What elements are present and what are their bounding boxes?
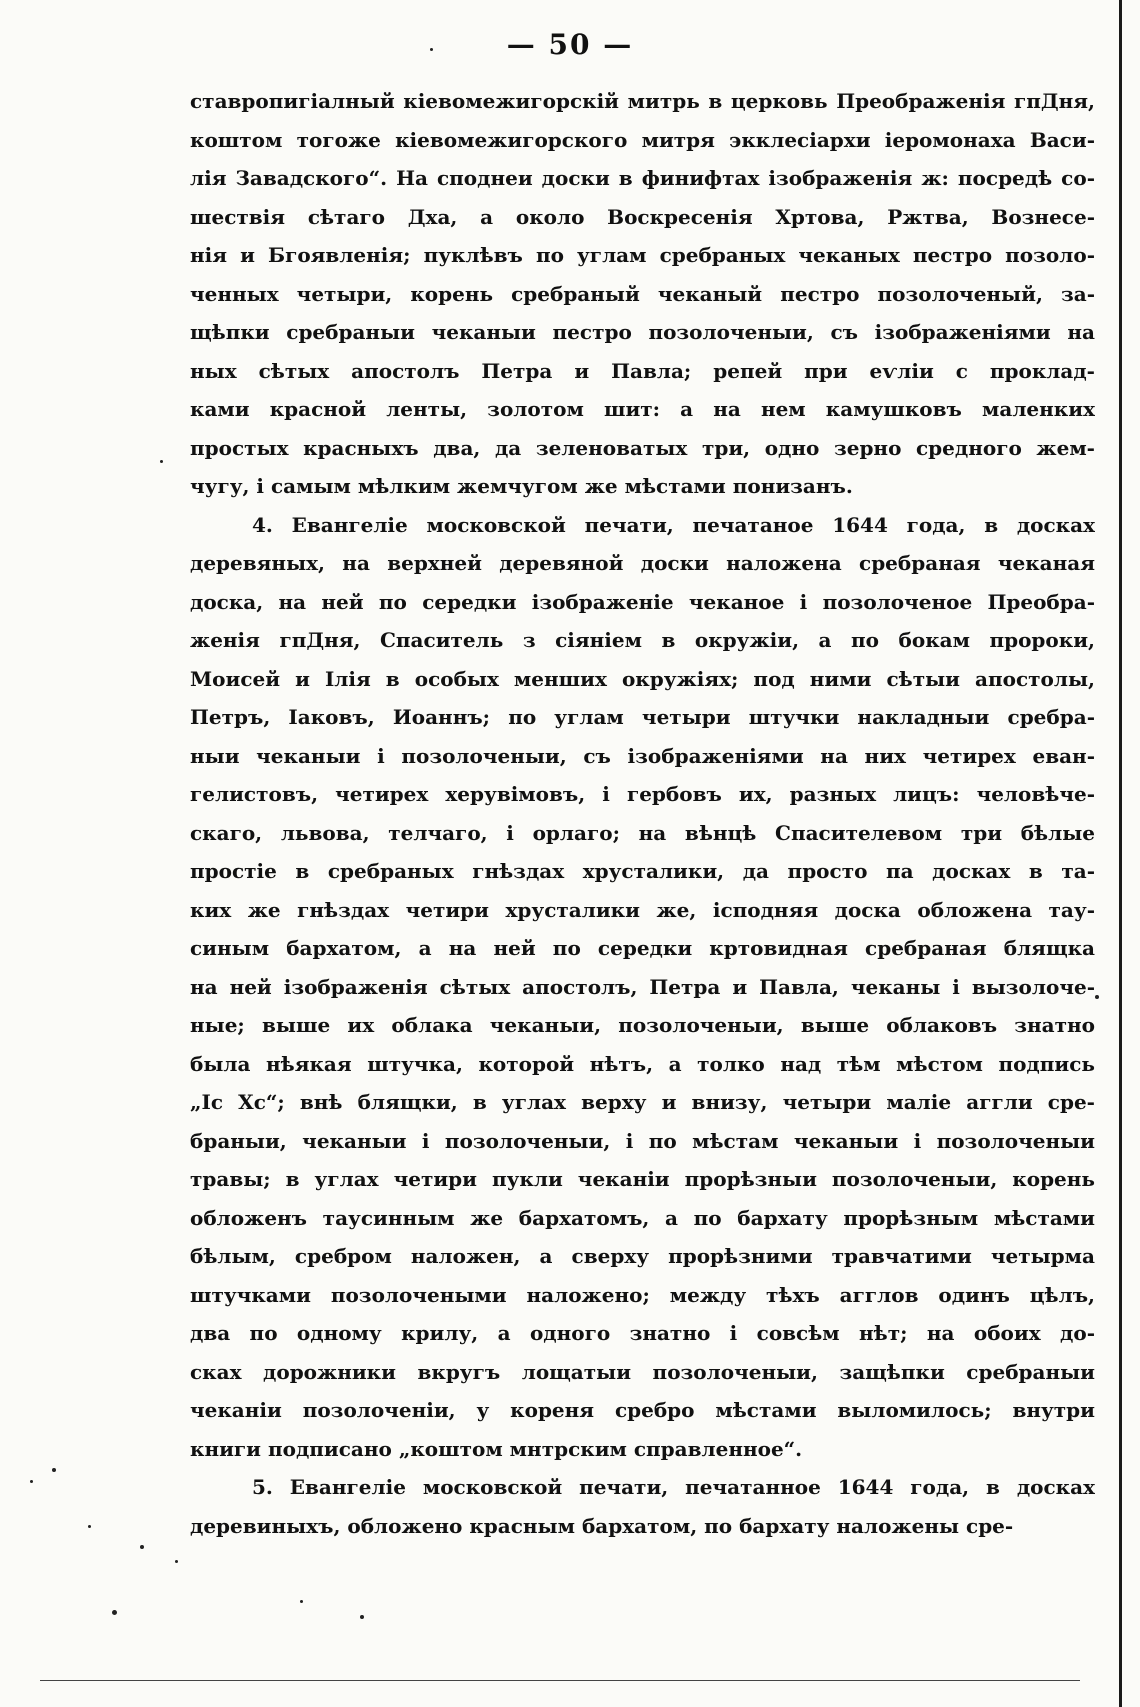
text-line: была нѣякая штучка, которой нѣтъ, а толко над тѣм мѣстом подпись (190, 1051, 1095, 1076)
text-line: два по одному крилу, а одного знатно і совсѣм нѣт; на обоих до- (190, 1321, 1095, 1345)
text-line: ные; выше их облака чеканыи, позолоченыи, выше облаковъ знатно (190, 1013, 1095, 1037)
text-line: ныи чеканыи і позолоченыи, съ ізображеніями на них четирех еван- (190, 743, 1095, 768)
text-line: штучками позолочеными наложено; между тѣхъ агглов одинъ цѣлъ, (190, 1282, 1095, 1307)
text-line: шествія сѣтаго Дха, а около Воскресенія Хртова, Ржтва, Вознесе- (190, 204, 1095, 229)
text-line: деревяных, на верхней деревяной доски наложена сребраная чеканая (190, 551, 1095, 575)
body-text (190, 82, 1095, 1545)
text-line: щѣпки сребраныи чеканыи пестро позолоченыи, съ ізображеніями на (190, 320, 1095, 344)
text-line: простіе в сребраных гнѣздах хрусталики, да просто па досках в та- (190, 859, 1095, 883)
scan-speck (1095, 995, 1099, 999)
text-line: деревиныхъ, обложено красным бархатом, по бархату наложены сре- (190, 1513, 1014, 1538)
text-line: сках дорожники вкругъ лощатыи позолоченыи, защѣпки сребраныи (190, 1359, 1095, 1384)
scan-speck (52, 1468, 56, 1472)
scan-speck (430, 48, 433, 51)
page-edge-rule (1119, 0, 1122, 1707)
text-line: „Іс Хс“; внѣ блящки, в углах верху и внизу, четыри маліе аггли сре- (190, 1090, 1095, 1114)
text-line: 5. Евангеліе московской печати, печатанное 1644 года, в досках (252, 1475, 1095, 1499)
scan-speck (175, 1560, 178, 1563)
text-line: коштом тогоже кіевомежигорского митря экклесіархи іеромонаха Васи- (190, 127, 1095, 152)
text-line: скаго, львова, телчаго, і орлаго; на вѣнцѣ Спасителевом три бѣлые (190, 820, 1095, 845)
text-line: Моисей и Ілія в особых менших окружіях; под ними сѣтыи апостолы, (190, 666, 1095, 691)
text-line: женія гпДня, Спаситель з сіяніем в окружіи, а по бокам пророки, (190, 628, 1095, 652)
text-line: ставропигіалный кіевомежигорскій митрь в церковь Преображенія гпДня, (190, 89, 1095, 113)
text-line: нія и Бгоявленія; пуклѣвъ по углам сребраных чеканых пестро позоло- (190, 243, 1095, 267)
text-line: ных сѣтых апостолъ Петра и Павла; репей при еѵліи с проклад- (190, 358, 1095, 383)
paragraph (190, 506, 1095, 1469)
scan-speck (300, 1600, 303, 1603)
text-line: на ней ізображенія сѣтых апостолъ, Петра и Павла, чеканы і вызолоче- (190, 974, 1095, 999)
text-line: 4. Евангеліе московской печати, печатаное 1644 года, в досках (252, 512, 1095, 537)
paragraph (190, 1468, 1095, 1545)
scan-speck (360, 1615, 364, 1619)
text-line: Петръ, Іаковъ, Иоаннъ; по углам четыри штучки накладныи сребра- (190, 705, 1095, 729)
scan-speck (88, 1525, 91, 1528)
text-line: книги подписано „коштом мнтрским справленное“. (190, 1436, 803, 1461)
page-number: — 50 — (506, 28, 634, 61)
scan-speck (112, 1610, 117, 1615)
text-line: обложенъ таусинным же бархатомъ, а по бархату прорѣзным мѣстами (190, 1205, 1095, 1230)
text-line: ких же гнѣздах четири хрусталики же, ісподняя доска обложена тау- (190, 897, 1095, 922)
text-line: чеканіи позолоченіи, у кореня сребро мѣстами выломилось; внутри (190, 1398, 1095, 1422)
text-line: бѣлым, сребром наложен, а сверху прорѣзними травчатими четырма (190, 1244, 1095, 1268)
text-line: ченных четыри, корень сребраный чеканый пестро позолоченый, за- (190, 281, 1095, 306)
text-line: синым бархатом, а на ней по середки кртовидная сребраная блящка (190, 936, 1095, 960)
paragraph (190, 82, 1095, 506)
text-line: браныи, чеканыи і позолоченыи, і по мѣстам чеканыи і позолоченыи (190, 1128, 1095, 1153)
scan-speck (140, 1545, 144, 1549)
text-line: доска, на ней по середки ізображеніе чеканое і позолоченое Преобра- (190, 589, 1095, 614)
scan-speck (30, 1480, 33, 1483)
text-line: ками красной ленты, золотом шит: а на нем камушковъ маленких (190, 397, 1095, 421)
text-line: чугу, і самым мѣлким жемчугом же мѣстами понизанъ. (190, 474, 853, 498)
scan-edge-line (40, 1680, 1080, 1681)
text-line: лія Завадского“. На споднеи доски в финифтах ізображенія ж: посредѣ со- (190, 166, 1095, 190)
text-line: гелистовъ, четирех херувімовъ, і гербовъ их, разных лицъ: человѣче- (190, 782, 1095, 806)
scan-speck (160, 460, 163, 463)
text-line: простых красныхъ два, да зеленоватых три, одно зерно средного жем- (190, 435, 1095, 460)
text-line: травы; в углах четири пукли чеканіи прорѣзныи позолоченыи, корень (190, 1167, 1095, 1191)
